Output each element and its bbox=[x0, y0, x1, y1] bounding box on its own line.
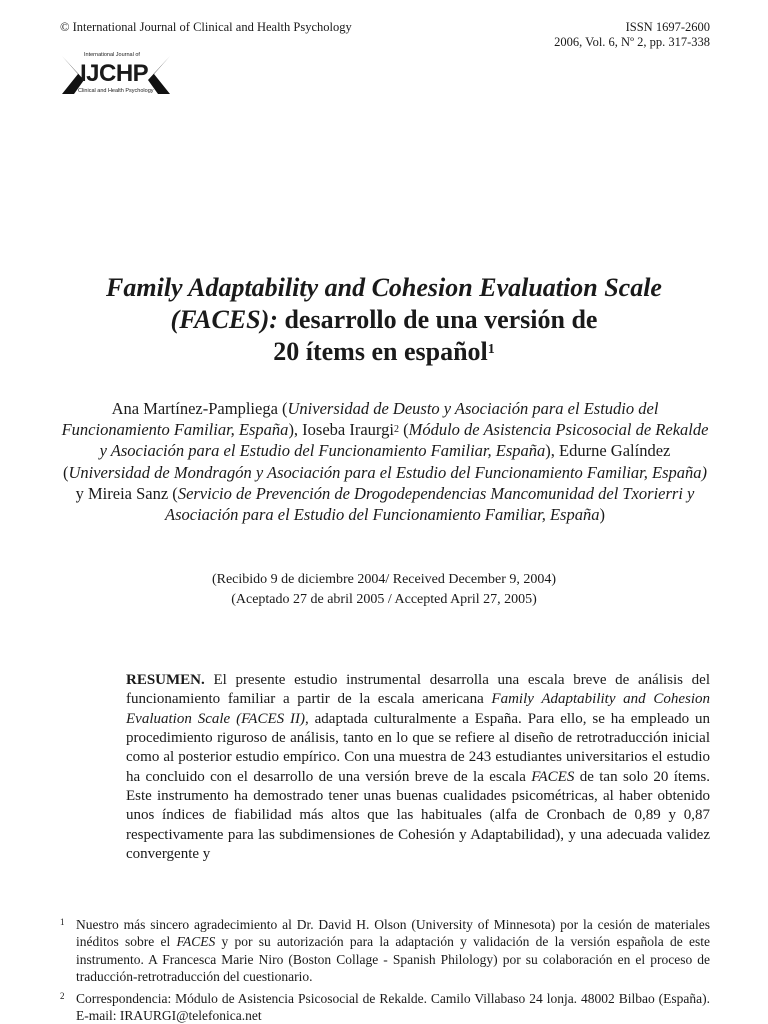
title-footnote-mark: 1 bbox=[487, 342, 495, 357]
footnote-1-italic: FACES bbox=[176, 934, 216, 950]
received-date: (Recibido 9 de diciembre 2004/ Received December 9, 2004) bbox=[211, 572, 557, 587]
author-4: y Mireia Sanz ( bbox=[75, 483, 178, 503]
footnote-1-mark: 1 bbox=[60, 917, 65, 927]
author-list bbox=[60, 398, 710, 525]
abstract-text-2: , adaptada culturalmente a España. Para ello, se ha empleado un procedimiento riguroso de análisis, tanto en lo que se refiere al diseño de retrotraducción inicial como al posterior estudio empírico. Con una muestra de 243 estudiantes universitarios el estudio ha concluido con el desarrollo de una versión breve de la escala bbox=[126, 710, 710, 785]
footnote-1 bbox=[60, 916, 710, 986]
footnote-2-mark: 2 bbox=[60, 990, 65, 1001]
journal-copyright: © International Journal of Clinical and Health Psychology bbox=[60, 20, 352, 34]
abstract-label: RESUMEN. bbox=[126, 672, 205, 688]
footnotes bbox=[60, 916, 710, 1024]
author-3-affiliation: Universidad de Mondragón y Asociación para el Estudio del Funcionamiento Familiar, España) bbox=[68, 462, 708, 482]
title-line-2: desarrollo de una versión de bbox=[277, 305, 598, 334]
submission-dates bbox=[40, 570, 728, 610]
logo-top-text: International Journal of bbox=[84, 52, 140, 58]
abstract-italic-1: Family Adaptability and Cohesion Evaluation Scale (FACES II) bbox=[126, 691, 710, 727]
author-2: ), Ioseba Iraurgi bbox=[288, 420, 394, 440]
article-title bbox=[40, 272, 728, 368]
issn: ISSN 1697-2600 bbox=[625, 20, 710, 34]
author-2-footnote-mark: 2 bbox=[393, 424, 399, 436]
title-faces: (FACES): bbox=[170, 305, 278, 334]
footnote-2 bbox=[60, 990, 710, 1024]
citation: 2006, Vol. 6, Nº 2, pp. 317-338 bbox=[554, 35, 710, 49]
abstract-text-3: de tan solo 20 ítems. Este instrumento ha demostrado tener unas buenas cualidades psicométricas, al haber obtenido unos índices de fiabilidad más altos que las habituales (alfa de Cronbach de 0,89 y 0,87 respectivamente para las subdimensiones de Cohesión y Adaptabilidad), y una adecuada validez convergente y bbox=[126, 768, 710, 863]
abstract bbox=[126, 671, 710, 864]
author-1: Ana Martínez-Pampliega ( bbox=[111, 399, 288, 418]
journal-logo bbox=[60, 50, 172, 100]
logo-bottom-text: Clinical and Health Psychology bbox=[78, 88, 154, 94]
footnote-1-text-b: y por su autorización para la adaptación y validación de la versión española de este instrumento. A Francesca Marie Niro (Boston Collage - Spanish Philology) por su colaboración en el proceso de traducción-retrotraducción del cuestionario. bbox=[76, 934, 710, 985]
author-2-paren: ( bbox=[398, 420, 409, 440]
logo-mark: IJCHP bbox=[80, 60, 149, 87]
author-2-affiliation: Módulo de Asistencia Psicosocial de Rekalde y Asociación para el Estudio del Funcionamiento Familiar, España bbox=[99, 420, 709, 461]
accepted-date: (Aceptado 27 de abril 2005 / Accepted April 27, 2005) bbox=[231, 592, 537, 607]
title-line-3: 20 ítems en español bbox=[273, 337, 488, 366]
author-4-affiliation: Servicio de Prevención de Drogodependencias Mancomunidad del Txorierri y Asociación para el Estudio del Funcionamiento Familiar, España bbox=[165, 483, 695, 525]
author-3: ), Edurne Galíndez ( bbox=[62, 441, 671, 482]
abstract-italic-2: FACES bbox=[531, 768, 575, 785]
author-4-paren: ) bbox=[599, 505, 605, 525]
issue-info bbox=[554, 20, 710, 50]
author-1-affiliation: Universidad de Deusto y Asociación para el Estudio del Funcionamiento Familiar, España bbox=[61, 399, 659, 440]
footnote-2-text: Correspondencia: Módulo de Asistencia Psicosocial de Rekalde. Camilo Villabaso 24 lonja. 48002 Bilbao (España). E-mail: IRAURGI@telefonica.net bbox=[76, 990, 710, 1024]
title-line-1: Family Adaptability and Cohesion Evaluation Scale bbox=[106, 273, 662, 302]
abstract-text-1: El presente estudio instrumental desarrolla una escala breve de análisis del funcionamiento familiar a partir de la escala americana bbox=[126, 672, 710, 708]
footnote-1-text-a: Nuestro más sincero agradecimiento al Dr. David H. Olson (University of Minnesota) por la cesión de materiales inéditos sobre el bbox=[76, 917, 710, 950]
